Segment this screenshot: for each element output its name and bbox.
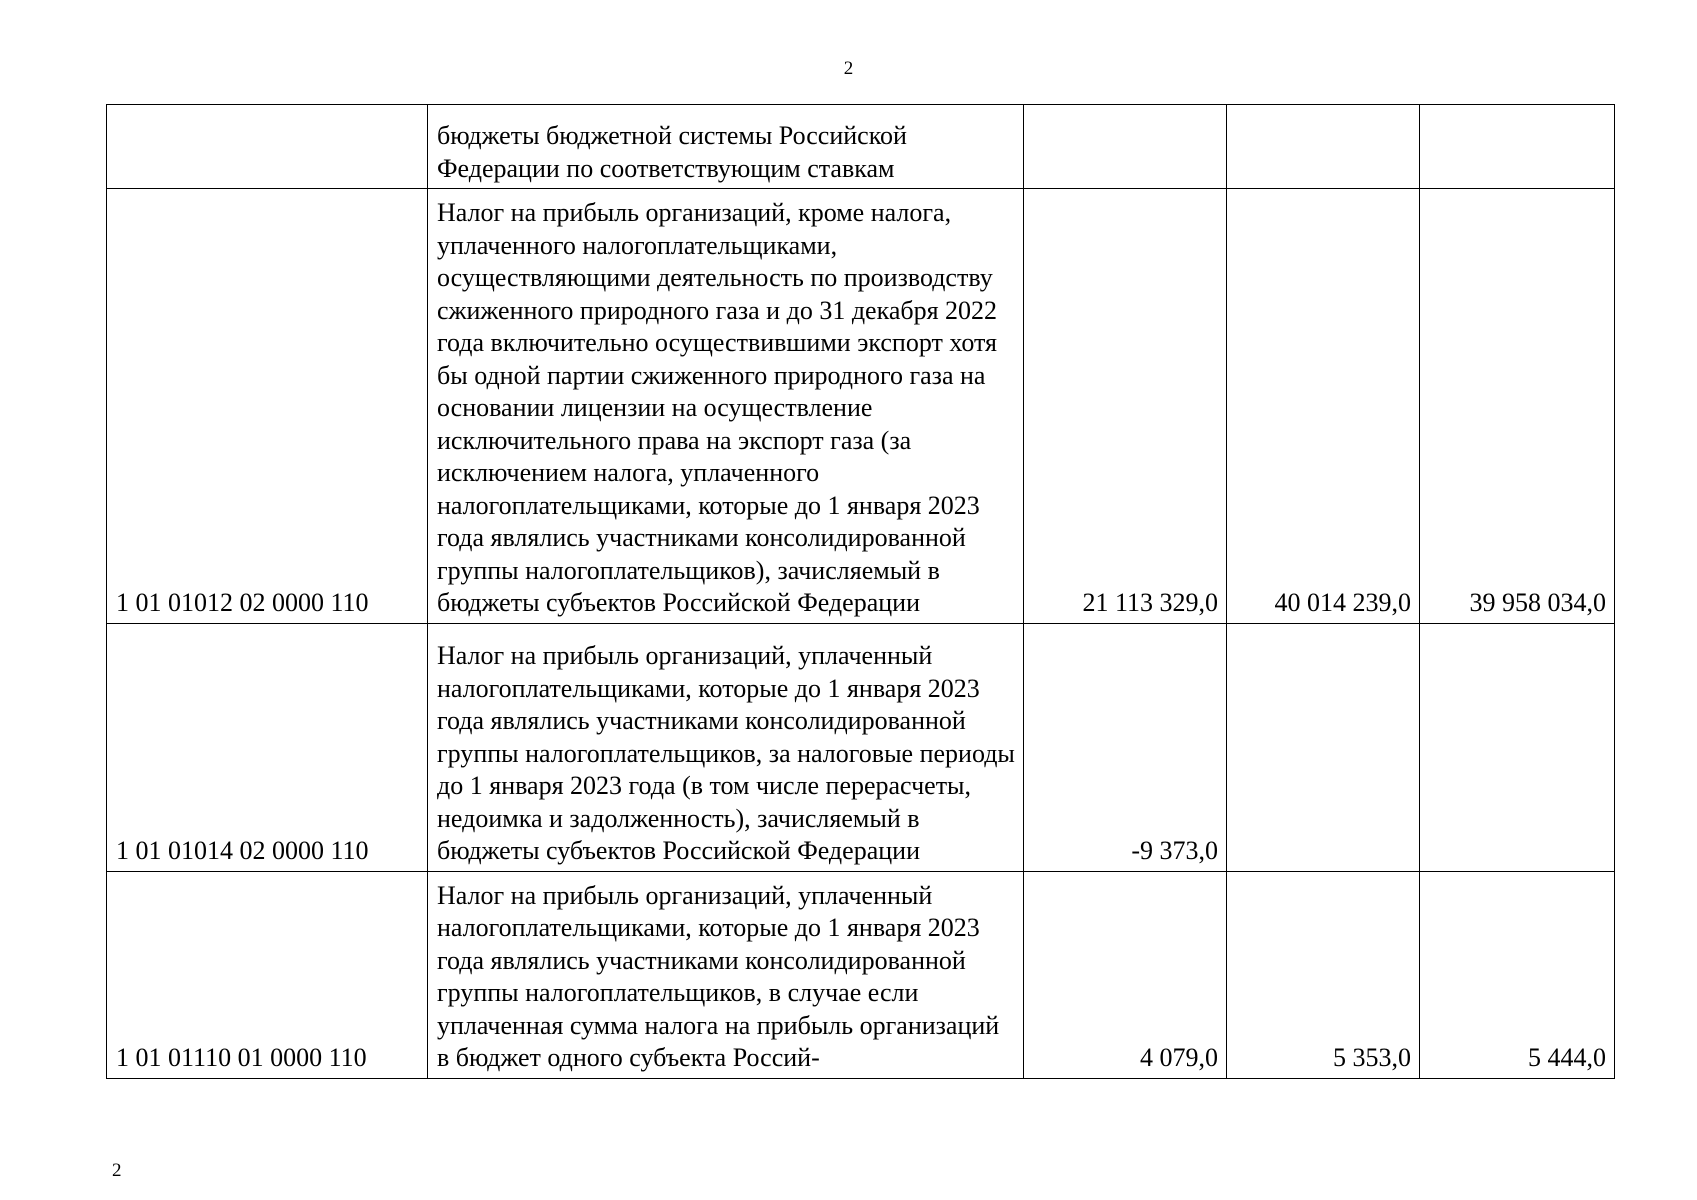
- value-cell-year-3: 39 958 034,0: [1420, 189, 1615, 624]
- revenue-name-cell: Налог на прибыль организаций, уплаченный налогоплательщиками, которые до 1 января 2023 года являлись участниками консолидированной группы налогоплательщиков, в случае если уплаченная сумма налога на прибыль организаций в бюджет одного субъекта Россий-: [428, 871, 1024, 1078]
- value-cell-year-2: [1227, 623, 1420, 871]
- table-row: [107, 871, 1615, 1078]
- table-row: [107, 623, 1615, 871]
- table-row: [107, 189, 1615, 624]
- table-row: [107, 105, 1615, 189]
- page-number-bottom: 2: [112, 1160, 122, 1181]
- page-number-top: 2: [843, 58, 854, 79]
- budget-revenue-table: [106, 104, 1615, 1079]
- revenue-name-cell: бюджеты бюджетной системы Российской Федерации по соответствующим ставкам: [428, 105, 1024, 189]
- value-cell-year-3: 5 444,0: [1420, 871, 1615, 1078]
- value-cell-year-3: [1420, 623, 1615, 871]
- value-cell-year-2: 5 353,0: [1227, 871, 1420, 1078]
- budget-code-cell: 1 01 01014 02 0000 110: [107, 623, 428, 871]
- revenue-name-cell: Налог на прибыль организаций, кроме налога, уплаченного налогоплательщиками, осуществляющими деятельность по производству сжиженного природного газа и до 31 декабря 2022 года включительно осуществившими экспорт хотя бы одной партии сжиженного природного газа на основании лицензии на осуществление исключительного права на экспорт газа (за исключением налога, уплаченного налогоплательщиками, которые до 1 января 2023 года являлись участниками консолидированной группы налогоплательщиков), зачисляемый в бюджеты субъектов Российской Федерации: [428, 189, 1024, 624]
- value-cell-year-3: [1420, 105, 1615, 189]
- value-cell-year-1: -9 373,0: [1024, 623, 1227, 871]
- budget-code-cell: [107, 105, 428, 189]
- value-cell-year-1: 4 079,0: [1024, 871, 1227, 1078]
- budget-code-cell: 1 01 01110 01 0000 110: [107, 871, 428, 1078]
- value-cell-year-2: 40 014 239,0: [1227, 189, 1420, 624]
- budget-code-cell: 1 01 01012 02 0000 110: [107, 189, 428, 624]
- value-cell-year-2: [1227, 105, 1420, 189]
- value-cell-year-1: 21 113 329,0: [1024, 189, 1227, 624]
- value-cell-year-1: [1024, 105, 1227, 189]
- revenue-name-cell: Налог на прибыль организаций, уплаченный налогоплательщиками, которые до 1 января 2023 года являлись участниками консолидированной группы налогоплательщиков, за налоговые периоды до 1 января 2023 года (в том числе перерасчеты, недоимка и задолженность), зачисляемый в бюджеты субъектов Российской Федерации: [428, 623, 1024, 871]
